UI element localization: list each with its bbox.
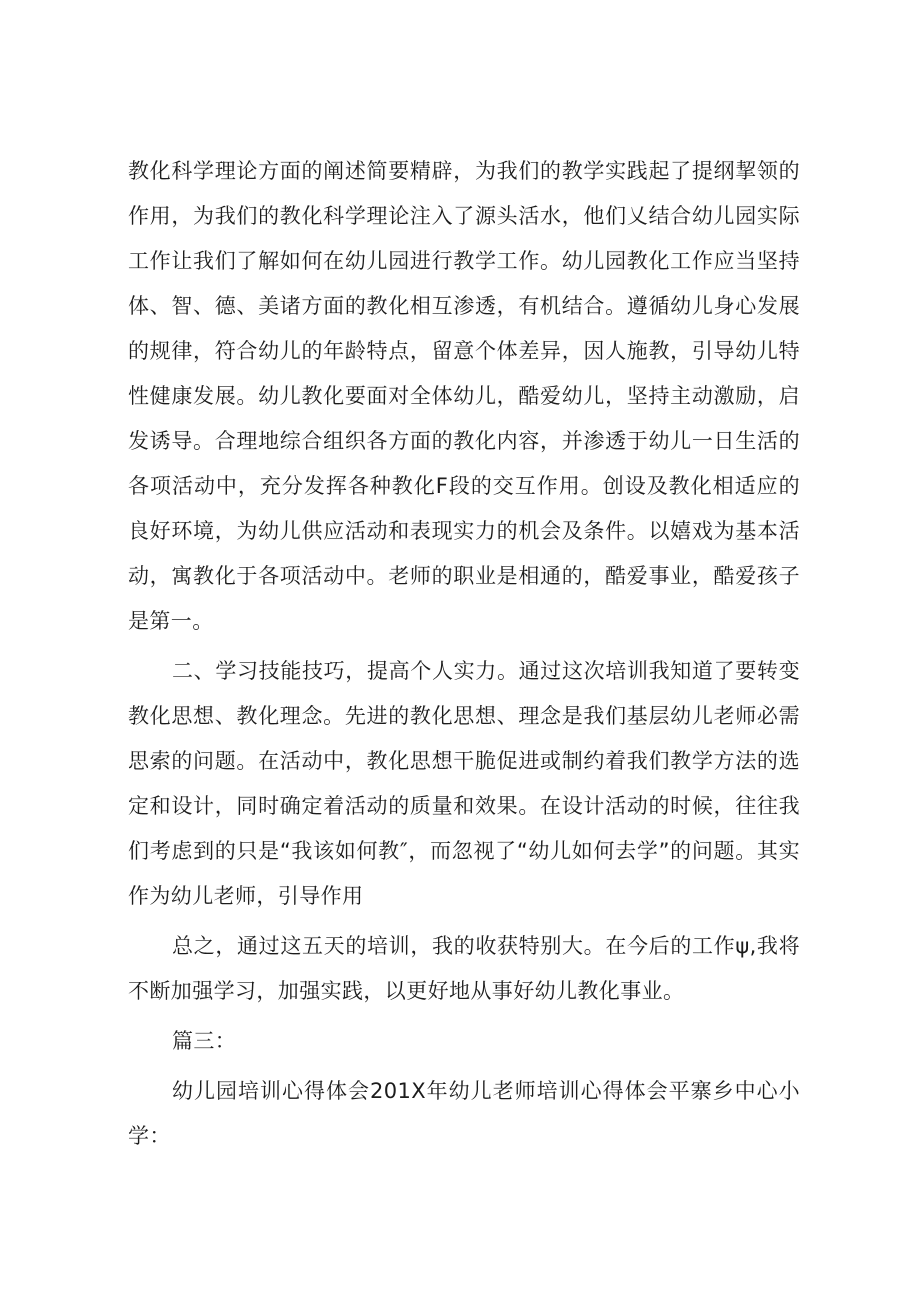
document-body <box>128 149 800 1164</box>
paragraph-1: 教化科学理论方面的阐述简要精辟，为我们的教学实践起了提纲挈领的作用，为我们的教化科学理论注入了源头活水，他们乂结合幼儿园实际工作让我们了解如何在幼儿园进行教学工作。幼儿园教化工作应当坚持体、智、德、美诸方面的教化相互渗透，有机结合。遵循幼儿身心发展的规律，符合幼儿的年龄特点，留意个体差异，因人施教，引导幼儿特性健康发展。幼儿教化要面对全体幼儿，酷爱幼儿，坚持主动激励，启发诱导。合理地综合组织各方面的教化内容，并渗透于幼儿一日生活的各项活动中，充分发挥各种教化F段的交互作用。创设及教化相适应的良好环境，为幼儿供应活动和表现实力的机会及条件。以嬉戏为基本活动，寓教化于各项活动中。老师的职业是相通的，酷爱事业，酷爱孩子是第一。 <box>128 159 800 633</box>
paragraph-4-heading: 篇三： <box>172 1029 237 1053</box>
paragraph-3: 总之，通过这五天的培训，我的收获特别大。在今后的工作ψ,我将不断加强学习，加强实践，以更好地从事好幼儿教化事业。 <box>128 934 800 1003</box>
paragraph-5: 幼儿园培训心得体会201X年幼儿老师培训心得体会平寨乡中心小学： <box>128 1079 800 1148</box>
paragraph-2: 二、学习技能技巧，提高个人实力。通过这次培训我知道了要转变教化思想、教化理念。先进的教化思想、理念是我们基层幼儿老师必需思索的问题。在活动中，教化思想干脆促进或制约着我们教学方法的选定和设计，同时确定着活动的质量和效果。在设计活动的时候，往往我们考虑到的只是“我该如何教″，而忽视了“幼儿如何去学”的问题。其实作为幼儿老师，引导作用 <box>128 659 800 908</box>
